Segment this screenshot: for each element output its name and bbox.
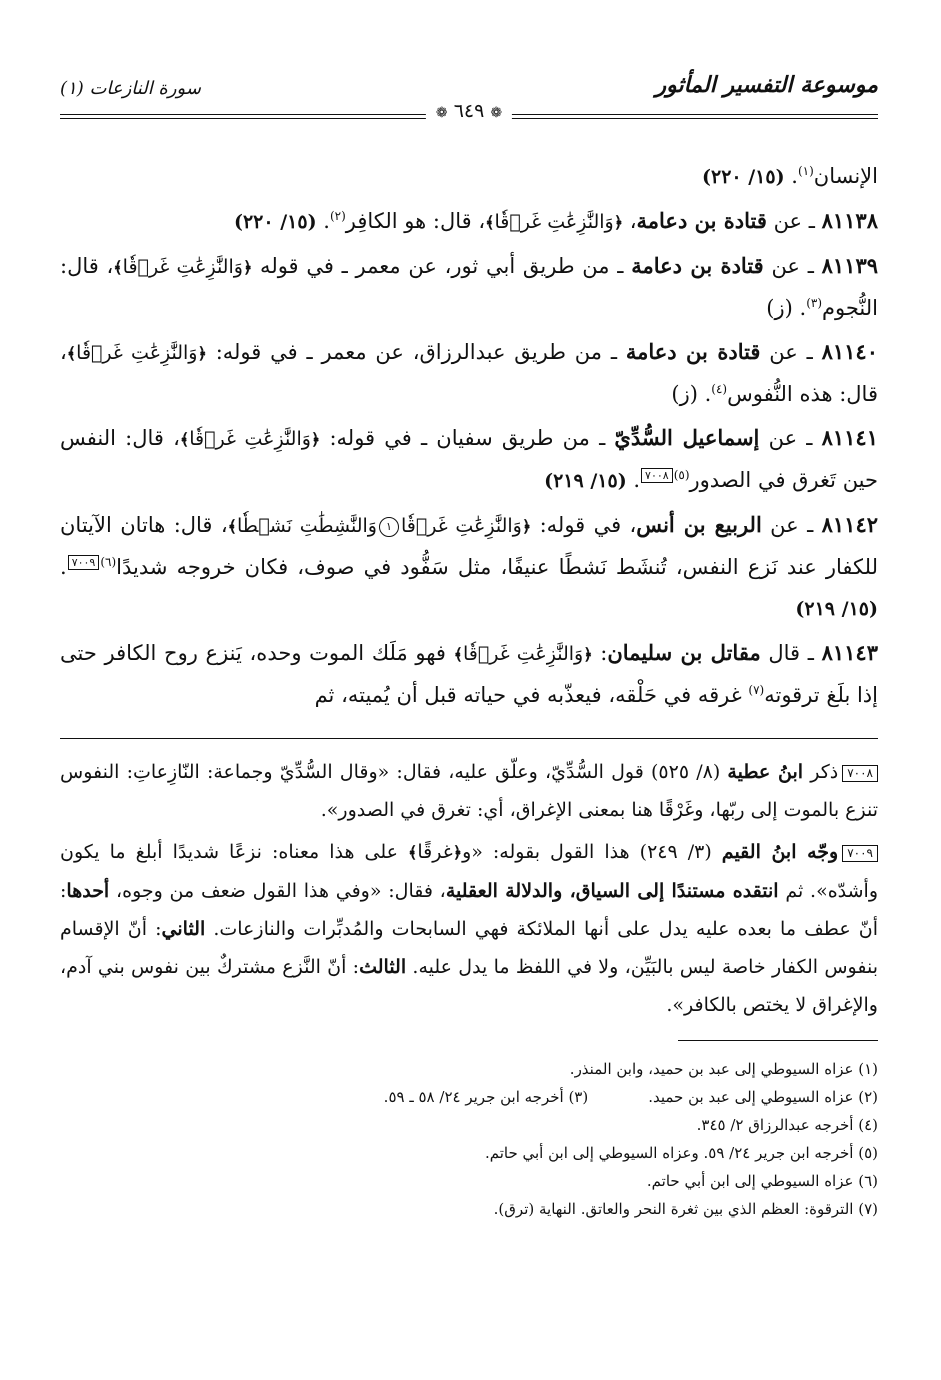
footnotes — [60, 1055, 878, 1223]
text-run: ـ قال — [760, 641, 822, 665]
ornament-icon: ❁ — [435, 105, 448, 121]
text-run: ـ عن — [766, 209, 822, 233]
volume-citation: (١٥/ ٢١٩) — [544, 470, 627, 492]
quran-verse: وَالنَّٰشِطَٰتِ نَشۡطٗا — [237, 515, 377, 537]
note-reference-box: ٧٠٠٨ — [641, 468, 673, 483]
verse-bracket: ﴿ — [583, 645, 593, 664]
narrator-name: الثاني — [161, 918, 206, 940]
note-reference-box: ٧٠٠٩ — [68, 555, 100, 570]
text-run: . (ز) — [671, 382, 712, 406]
verse-bracket: ﴿ — [197, 344, 207, 363]
surah-title: سورة النازعات (١) — [60, 78, 201, 99]
report-paragraph — [60, 200, 878, 243]
text-run: (٨/ ٥٢٥) قول السُّدِّيّ، وعلّق عليه، فقال: «وقال السُّدِّيّ وجماعة: النّازِعاتِ: النفوس تنزع بالموت إلى ربّها، وغَرْقًا هنا بمعنى الإغراق، أي: تغرق في الصدور». — [60, 761, 878, 821]
quran-verse: وَالنَّٰزِعَٰتِ غَرۡقٗا — [76, 342, 198, 364]
text-run: : أنّ الإقسام بنفوس الكفار خاصة ليس بالبَيِّن، ولا في اللفظ ما يدل عليه. — [60, 918, 878, 978]
footnote-ref: (٥) — [673, 468, 690, 482]
report-number: ٨١١٤١ — [821, 425, 878, 450]
footnote: (٢) عزاه السيوطي إلى عبد بن حميد. — [648, 1088, 878, 1106]
text-run: ـ عن — [759, 426, 822, 450]
verse-bracket: ﴾ — [453, 645, 464, 664]
footnote-ref: (٢) — [329, 209, 346, 223]
footnote-row — [60, 1139, 878, 1167]
text-run: . — [784, 164, 798, 188]
footnote: (١) عزاه السيوطي إلى عبد بن حميد، وابن المنذر. — [569, 1060, 878, 1078]
page-number-text: ٦٤٩ — [453, 100, 485, 122]
text-run: ذكر — [803, 761, 839, 783]
text-run: ـ عن — [761, 513, 822, 537]
text-run: ، قال: هاتان الآيتان للكفار عند نَزع النفس، تُنشَط نَشطًا عنيفًا، مثل سَفُّود في صوف، فكان خروجه شديدًا — [60, 513, 878, 579]
ornament-icon: ❁ — [490, 105, 503, 121]
footnotes-separator — [678, 1040, 878, 1041]
text-run: . — [60, 555, 67, 579]
text-run: ، قال: هو الكافِر — [345, 209, 486, 233]
narrator-name: قتادة بن دعامة — [636, 208, 767, 233]
report-paragraph — [60, 632, 878, 716]
verse-bracket: ﴿ — [521, 517, 532, 536]
footnote: (٣) أخرجه ابن جرير ٢٤/ ٥٨ ـ ٥٩. — [383, 1088, 589, 1106]
book-title: موسوعة التفسير المأثور — [655, 72, 878, 98]
commentary-paragraph — [60, 753, 878, 829]
report-paragraph — [60, 417, 878, 502]
footnote-ref: (٣) — [806, 296, 823, 310]
text-run: ـ من طريق أبي ثور، عن معمر ـ في قوله — [252, 254, 632, 278]
narrator-name: قتادة بن دعامة — [625, 339, 761, 364]
text-run: ـ من طريق سفيان ـ في قوله: — [320, 426, 615, 450]
quran-verse: وَالنَّٰزِعَٰتِ غَرۡقٗا — [494, 211, 614, 233]
main-text — [60, 156, 878, 716]
verse-bracket: ﴾ — [485, 213, 495, 232]
footnote-row — [60, 1167, 878, 1195]
page-header — [60, 70, 878, 126]
text-run: الإنسان — [813, 164, 878, 188]
footnote-row — [60, 1083, 878, 1111]
report-paragraph — [60, 156, 878, 198]
report-number: ٨١١٤٢ — [821, 512, 879, 537]
text-run: . — [316, 209, 330, 233]
narrator-name: وجّه ابنُ القيم — [721, 841, 839, 863]
verse-bracket: ﴾ — [113, 258, 123, 277]
narrator-name: انتقده مستندًا إلى السياق، والدلالة العقلية — [445, 880, 779, 902]
quran-verse: وَالنَّٰزِعَٰتِ غَرۡقٗا — [189, 428, 311, 450]
footnote: (٥) أخرجه ابن جرير ٢٤/ ٥٩. وعزاه السيوطي إلى ابن أبي حاتم. — [484, 1144, 878, 1162]
verse-bracket: ﴿ — [310, 430, 321, 449]
text-run: غرقه في حَلْقه، فيعذّبه في حياته قبل أن يُميته، ثم — [314, 683, 749, 707]
footnote-ref: (٧) — [748, 683, 765, 697]
report-paragraph — [60, 504, 878, 630]
footnote-ref: (٤) — [711, 382, 728, 396]
narrator-name: ابنُ عطية — [727, 761, 804, 783]
report-number: ٨١١٤٠ — [821, 339, 878, 364]
report-paragraph — [60, 331, 878, 415]
verse-number-icon: ١ — [379, 517, 399, 537]
narrator-name: الثالث — [359, 956, 407, 978]
notes-separator — [60, 738, 878, 739]
volume-citation: (١٥/ ٢٢٠) — [701, 166, 785, 188]
note-number-box: ٧٠٠٨ — [842, 765, 878, 782]
quran-verse: وَالنَّٰزِعَٰتِ غَرۡقٗا — [463, 643, 584, 665]
note-number-box: ٧٠٠٩ — [842, 845, 878, 862]
narrator-name: إسماعيل السُّدِّيّ — [614, 425, 760, 450]
quran-verse: غرقًا — [417, 841, 453, 863]
report-number: ٨١١٤٣ — [821, 640, 878, 665]
quran-verse: وَالنَّٰزِعَٰتِ غَرۡقٗا — [400, 515, 522, 537]
text-run: : أنّ عطف ما بعده عليه يدل على أنها الملائكة فهي السابحات والمُدبِّرات والنازعات. — [60, 880, 879, 940]
text-run: فهو مَلَك الموت وحده، يَنزع روح الكافر حتى إذا بلَغ ترقوته — [60, 641, 878, 707]
verse-bracket: ﴾ — [179, 430, 190, 449]
text-run: ، قال: النفس حين تَغرق في الصدور — [60, 426, 878, 492]
footnote-ref: (١) — [797, 164, 814, 178]
verse-bracket: ﴾ — [66, 344, 77, 363]
text-run: ، فقال: «وفي هذا القول ضعف من وجوه، — [109, 880, 446, 902]
report-number: ٨١١٣٩ — [821, 253, 879, 278]
footnote: (٤) أخرجه عبدالرزاق ٢/ ٣٤٥. — [696, 1116, 878, 1134]
report-paragraph — [60, 245, 878, 329]
narrator-name: الربيع بن أنس — [636, 512, 762, 537]
text-run: على هذا معناه: نزعًا شديدًا أبلغ ما يكون وأشدّه». ثم — [60, 841, 878, 902]
text-run: (٣/ ٢٤٩) هذا القول بقوله: «و — [462, 841, 722, 863]
text-run: ، قال: النُّجوم — [60, 254, 878, 320]
report-number: ٨١١٣٨ — [821, 208, 878, 233]
text-run: : أنّ النَّزع مشتركٌ بين نفوس بني آدم، والإغراق لا يختص بالكافر». — [60, 956, 878, 1016]
verse-bracket: ﴿ — [242, 258, 253, 277]
footnote-row — [60, 1111, 878, 1139]
text-run: : — [592, 641, 608, 665]
footnote: (٦) عزاه السيوطي إلى ابن أبي حاتم. — [646, 1172, 878, 1190]
quran-verse: وَالنَّٰزِعَٰتِ غَرۡقٗا — [122, 256, 243, 278]
footnote-ref: (٦) — [100, 555, 117, 569]
text-run: ـ من طريق عبدالرزاق، عن معمر ـ في قوله: — [206, 340, 626, 364]
text-run: ، في قوله: — [531, 513, 637, 537]
commentary-notes — [60, 753, 878, 1024]
narrator-name: أحدها — [66, 880, 110, 902]
footnote-row — [60, 1195, 878, 1223]
narrator-name: مقاتل بن سليمان — [607, 640, 761, 665]
narrator-name: قتادة بن دعامة — [631, 253, 764, 278]
verse-bracket: ﴿ — [613, 213, 624, 232]
volume-citation: (١٥/ ٢١٩) — [795, 598, 878, 620]
text-run: ، قال: هذه النُّفوس — [60, 340, 878, 406]
footnote-row — [60, 1055, 878, 1083]
text-run: . — [626, 468, 641, 492]
verse-bracket: ﴾ — [408, 843, 418, 862]
verse-bracket: ﴿ — [452, 843, 463, 862]
book-page — [60, 70, 878, 1223]
text-run: ـ عن — [763, 254, 822, 278]
verse-bracket: ﴾ — [227, 517, 238, 536]
text-run: . (ز) — [766, 296, 807, 320]
commentary-paragraph — [60, 833, 878, 1024]
volume-citation: (١٥/ ٢٢٠) — [233, 211, 317, 233]
footnote: (٧) الترقوة: العظم الذي بين ثغرة النحر والعاتق. النهاية (ترق). — [493, 1200, 878, 1218]
text-run: ـ عن — [760, 340, 822, 364]
page-number — [426, 100, 512, 122]
text-run: ، — [623, 209, 637, 233]
